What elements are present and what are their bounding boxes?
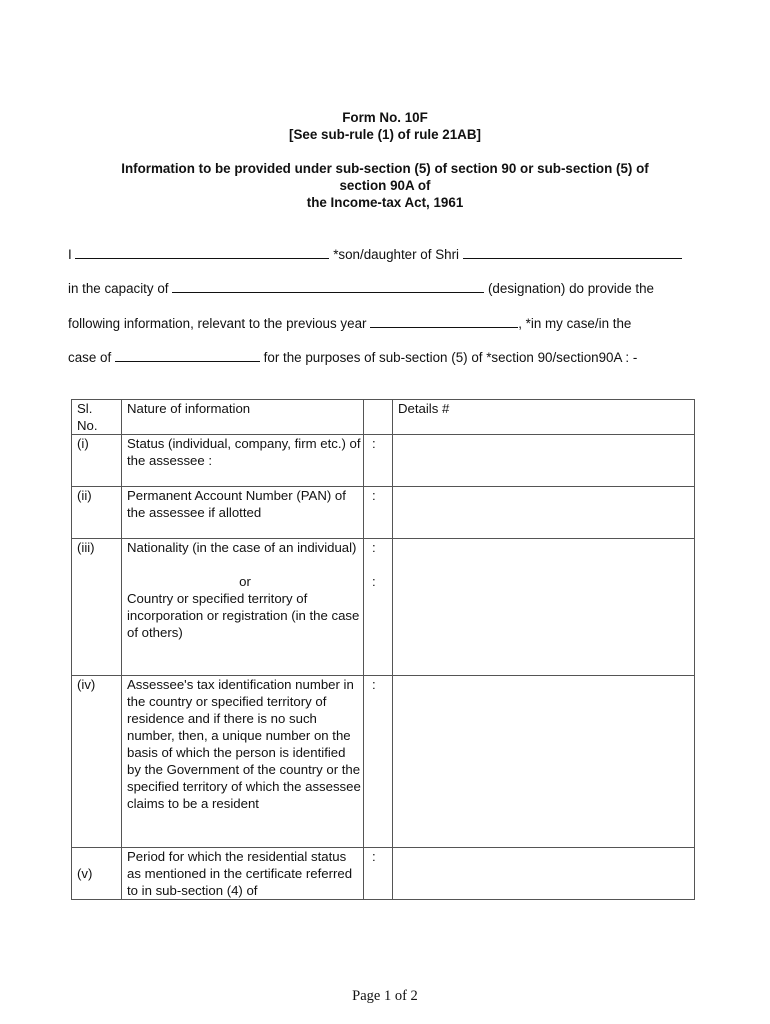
my-case-label: , *in my case/in the xyxy=(518,316,632,331)
subtitle-line-1: Information to be provided under sub-section (5) of section 90 or sub-section (5) of xyxy=(121,161,649,176)
tin-details-cell[interactable] xyxy=(393,676,695,848)
form-title-block xyxy=(0,109,770,143)
subtitle-line-2: section 90A of xyxy=(339,178,431,193)
previous-year-field[interactable] xyxy=(370,314,518,328)
nationality-text: Nationality (in the case of an individual) xyxy=(127,540,357,555)
colon-2: : xyxy=(372,574,376,589)
name-field[interactable] xyxy=(75,245,329,259)
subtitle-line-3: the Income-tax Act, 1961 xyxy=(306,195,464,210)
row-nature: Status (individual, company, firm etc.) of the assessee : xyxy=(122,435,364,487)
row-nature: Period for which the residential status as mentioned in the certificate referred to in sub-section (4) of xyxy=(122,848,364,900)
row-sl: (iii) xyxy=(72,539,122,676)
or-text: or xyxy=(239,574,251,589)
table-row xyxy=(72,676,695,848)
case-of-field[interactable] xyxy=(115,348,260,362)
sl-header-line2: No. xyxy=(77,418,98,433)
table-header-row xyxy=(72,400,695,435)
row-colon xyxy=(364,539,393,676)
country-text: Country or specified territory of incorporation or registration (in the case of others) xyxy=(127,591,360,640)
row-sl: (ii) xyxy=(72,487,122,539)
pan-details-cell[interactable] xyxy=(393,487,695,539)
declaration-line-3 xyxy=(68,314,631,332)
row-nature xyxy=(122,539,364,676)
sl-header-line1: Sl. xyxy=(77,401,93,416)
father-name-field[interactable] xyxy=(463,245,682,259)
page-number: Page 1 of 2 xyxy=(352,988,418,1004)
table-row xyxy=(72,539,695,676)
capacity-field[interactable] xyxy=(172,279,484,293)
son-daughter-label: *son/daughter of Shri xyxy=(333,247,460,262)
form-subtitle-block xyxy=(70,160,700,211)
row-sl: (v) xyxy=(72,848,122,900)
row-nature: Permanent Account Number (PAN) of the assessee if allotted xyxy=(122,487,364,539)
capacity-label: in the capacity of xyxy=(68,281,169,296)
declaration-line-2 xyxy=(68,279,654,297)
case-of-label: case of xyxy=(68,350,112,365)
row-sl: (i) xyxy=(72,435,122,487)
declaration-line-4 xyxy=(68,348,637,366)
status-details-cell[interactable] xyxy=(393,435,695,487)
row-colon: : xyxy=(364,676,393,848)
colon-header xyxy=(364,400,393,435)
row-colon: : xyxy=(364,435,393,487)
information-table xyxy=(71,399,695,900)
table-row xyxy=(72,487,695,539)
nature-header: Nature of information xyxy=(122,400,364,435)
sl-no-header xyxy=(72,400,122,435)
table-row xyxy=(72,435,695,487)
form-number: Form No. 10F xyxy=(342,110,428,125)
declaration-i: I xyxy=(68,247,72,262)
details-header: Details # xyxy=(393,400,695,435)
declaration-line-1 xyxy=(68,245,682,263)
row-nature: Assessee's tax identification number in the country or specified territory of residence and if there is no such number, then, a unique number on the basis of which the person is identified by the Government of the country or the specified territory of which the assessee claims to be a resident xyxy=(122,676,364,848)
table-row xyxy=(72,848,695,900)
row-colon: : xyxy=(364,487,393,539)
nationality-details-cell[interactable] xyxy=(393,539,695,676)
period-details-cell[interactable] xyxy=(393,848,695,900)
purposes-label: for the purposes of sub-section (5) of *section 90/section90A : - xyxy=(263,350,638,365)
rule-reference: [See sub-rule (1) of rule 21AB] xyxy=(289,127,481,142)
colon-1: : xyxy=(372,540,376,555)
designation-label: (designation) do provide the xyxy=(487,281,654,296)
row-colon: : xyxy=(364,848,393,900)
row-sl: (iv) xyxy=(72,676,122,848)
previous-year-label: following information, relevant to the previous year xyxy=(68,316,367,331)
